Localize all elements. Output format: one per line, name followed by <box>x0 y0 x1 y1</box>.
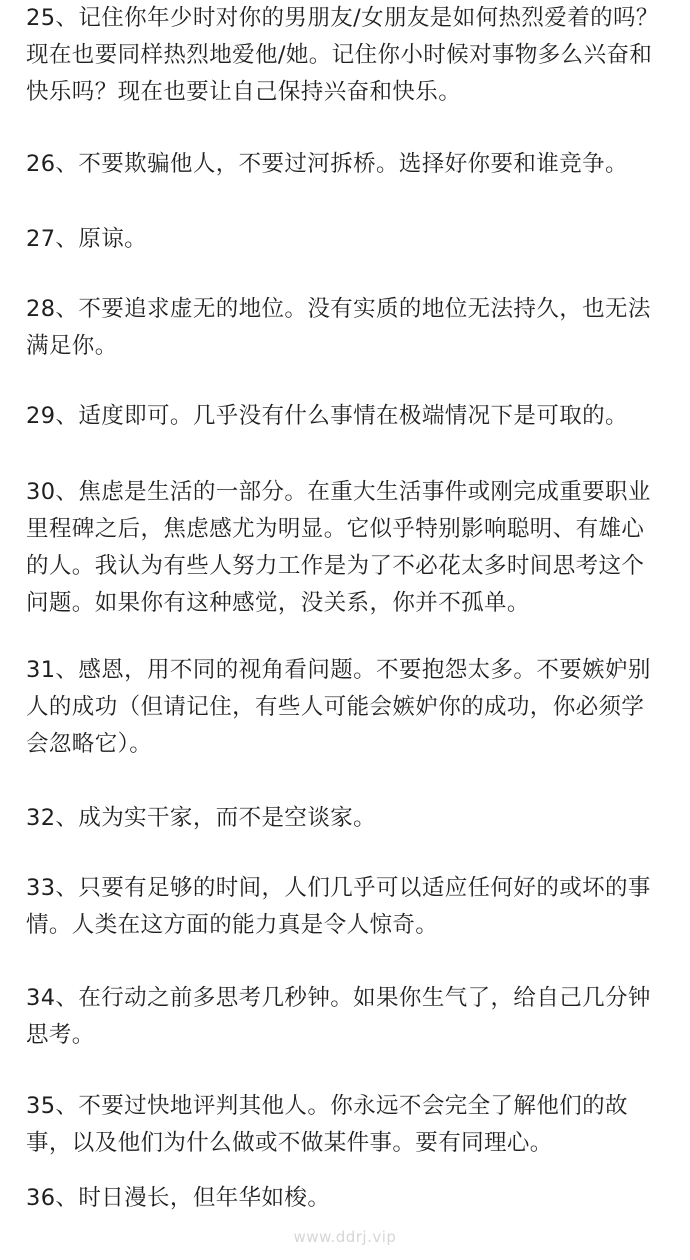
list-item: 32、成为实干家，而不是空谈家。 <box>26 805 377 831</box>
watermark: www.ddrj.vip <box>293 1228 397 1246</box>
list-item: 31、感恩，用不同的视角看问题。不要抱怨太多。不要嫉妒别人的成功（但请记住，有些人可能会嫉妒你的成功，你必须学会忽略它）。 <box>26 657 651 757</box>
list-item: 29、适度即可。几乎没有什么事情在极端情况下是可取的。 <box>26 403 628 429</box>
list-item: 34、在行动之前多思考几秒钟。如果你生气了，给自己几分钟思考。 <box>26 985 651 1048</box>
list-item: 26、不要欺骗他人，不要过河拆桥。选择好你要和谁竞争。 <box>26 151 628 177</box>
list-item: 33、只要有足够的时间，人们几乎可以适应任何好的或坏的事情。人类在这方面的能力真是令人惊奇。 <box>26 875 651 938</box>
list-item: 35、不要过快地评判其他人。你永远不会完全了解他们的故事，以及他们为什么做或不做某件事。要有同理心。 <box>26 1093 628 1156</box>
list-item: 27、原谅。 <box>26 226 148 252</box>
list-item: 30、焦虑是生活的一部分。在重大生活事件或刚完成重要职业里程碑之后，焦虑感尤为明显。它似乎特别影响聪明、有雄心的人。我认为有些人努力工作是为了不必花太多时间思考这个问题。如果你有这种感觉，没关系，你并不孤单。 <box>26 479 651 616</box>
list-item: 28、不要追求虚无的地位。没有实质的地位无法持久，也无法满足你。 <box>26 296 651 359</box>
list-item: 36、时日漫长，但年华如梭。 <box>26 1185 331 1211</box>
list-item: 25、记住你年少时对你的男朋友/女朋友是如何热烈爱着的吗？现在也要同样热烈地爱他/她。记住你小时候对事物多么兴奋和快乐吗？现在也要让自己保持兴奋和快乐。 <box>26 5 659 105</box>
